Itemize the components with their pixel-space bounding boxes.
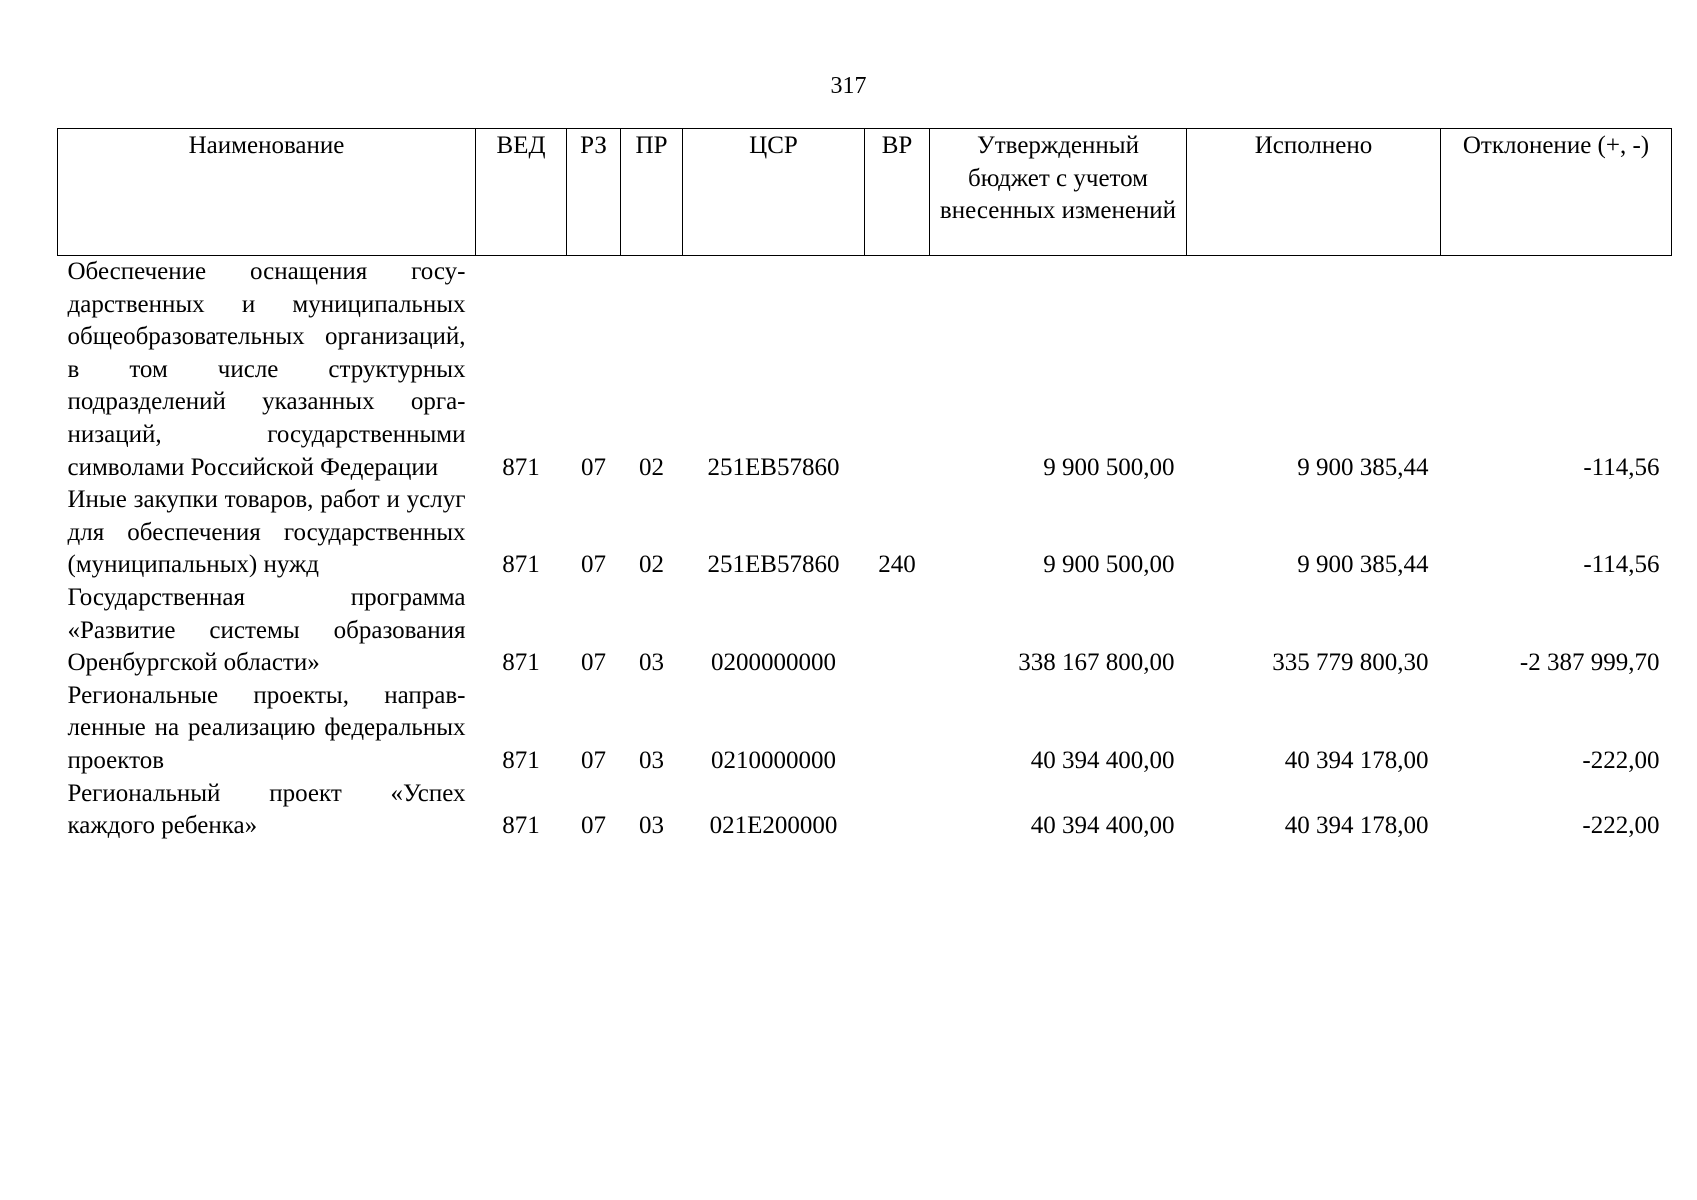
cell-csr: 0200000000 [711,649,836,677]
cell-csr: 021E200000 [709,812,838,840]
cell-deviation: -222,00 [1582,746,1660,774]
cell-ved: 871 [502,746,540,774]
header-name: Наименование [58,129,476,256]
cell-rz: 07 [581,649,606,677]
cell-csr: 251EB57860 [707,551,840,579]
cell-vr [865,582,930,680]
budget-table [57,128,1672,843]
table-row [58,778,1672,843]
cell-pr: 02 [639,453,664,481]
cell-executed: 40 394 178,00 [1284,812,1429,840]
cell-csr: 251EB57860 [707,453,840,481]
cell-csr: 0210000000 [711,746,836,774]
cell-ved: 871 [502,551,540,579]
cell-ved: 871 [502,453,540,481]
cell-approved: 9 900 500,00 [1043,453,1175,481]
header-row [58,129,1672,256]
cell-vr: 240 [878,551,916,579]
cell-name: Обеспечение оснащения государственных и муниципальных общеобразовательных организаций, в том числе структурных подразделений указанных организаций, государственными символами Российской Федерации [67,258,466,481]
cell-deviation: -114,56 [1583,551,1660,579]
cell-pr: 02 [639,551,664,579]
cell-executed: 9 900 385,44 [1297,453,1429,481]
cell-pr: 03 [639,812,664,840]
cell-name: Иные закупки товаров, работ и услуг для обеспечения государственных (муниципальных) нужд [67,486,466,579]
cell-pr: 03 [639,649,664,677]
header-pr: ПР [621,129,683,256]
cell-vr [865,778,930,843]
header-deviation: Отклонение (+, -) [1441,129,1672,256]
table-row [58,582,1672,680]
table-body [58,256,1672,843]
header-rz: РЗ [567,129,621,256]
cell-executed: 335 779 800,30 [1272,649,1429,677]
table-row [58,484,1672,582]
page-number: 317 [830,73,867,99]
cell-name: Государственная программа «Развитие системы образования Оренбургской области» [67,583,466,677]
header-vr: ВР [865,129,930,256]
cell-approved: 338 167 800,00 [1018,649,1175,677]
cell-deviation: -114,56 [1583,453,1660,481]
cell-rz: 07 [581,746,606,774]
cell-ved: 871 [502,812,540,840]
cell-vr [865,680,930,778]
cell-vr [865,256,930,485]
table-header [58,129,1672,256]
table-row [58,256,1672,485]
cell-ved: 871 [502,649,540,677]
table-row [58,680,1672,778]
header-ved: ВЕД [476,129,567,256]
header-approved: Утвержденный бюджет с учетом внесенных изменений [930,129,1187,256]
cell-executed: 9 900 385,44 [1297,551,1429,579]
header-csr: ЦСР [683,129,865,256]
cell-pr: 03 [639,746,664,774]
cell-deviation: -222,00 [1582,812,1660,840]
cell-rz: 07 [581,812,606,840]
cell-deviation: -2 387 999,70 [1519,649,1660,677]
cell-rz: 07 [581,453,606,481]
header-executed: Исполнено [1187,129,1441,256]
cell-rz: 07 [581,551,606,579]
cell-executed: 40 394 178,00 [1284,746,1429,774]
cell-name: Региональные проекты, направленные на реализацию федеральных проектов [67,681,466,774]
cell-approved: 40 394 400,00 [1030,812,1175,840]
cell-name: Региональный проект «Успех каждого ребенка» [67,779,466,840]
cell-approved: 40 394 400,00 [1030,746,1175,774]
cell-approved: 9 900 500,00 [1043,551,1175,579]
